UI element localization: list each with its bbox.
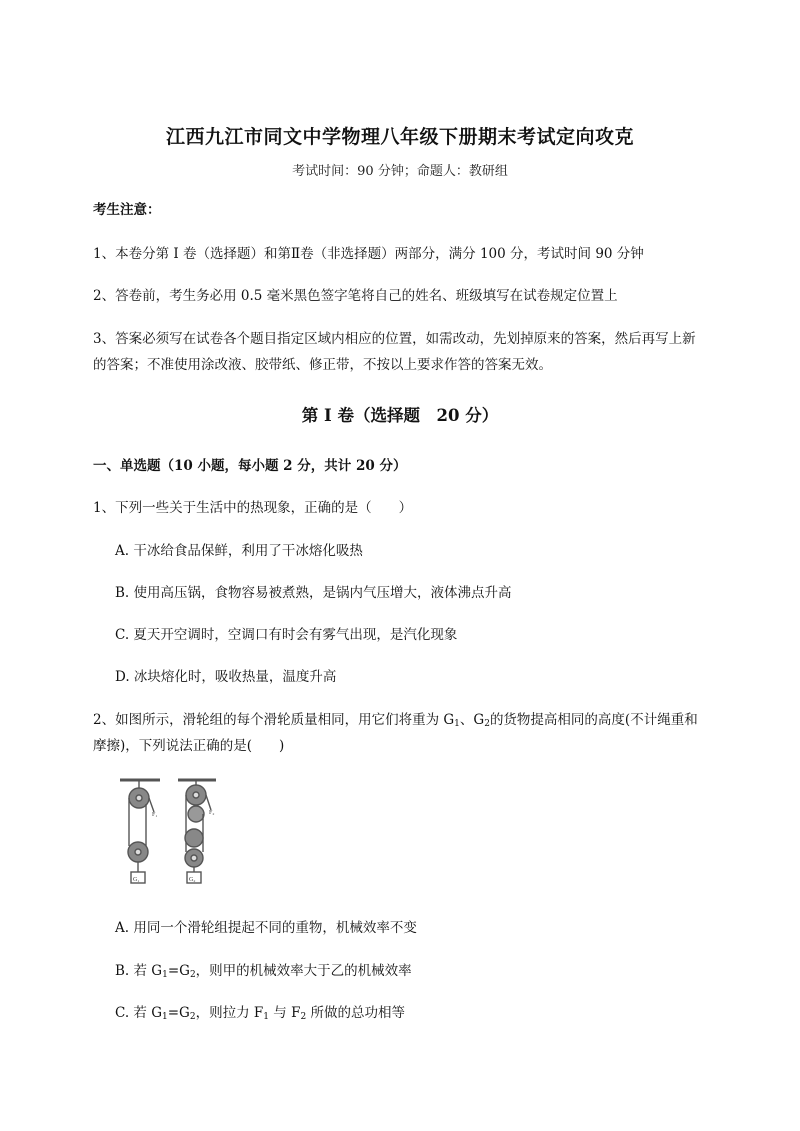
- q2-option-a: A. 用同一个滑轮组提起不同的重物，机械效率不变: [115, 920, 417, 936]
- q1-option-d: D. 冰块熔化时，吸收热量，温度升高: [115, 669, 337, 685]
- q1-option-a: A. 干冰给食品保鲜，利用了干冰熔化吸热: [115, 543, 363, 559]
- exam-info: 考试时间：90 分钟；命题人：教研组: [292, 164, 508, 179]
- question-2-stem-cont: 摩擦)，下列说法正确的是( ): [93, 738, 285, 754]
- q2-option-b: B. 若 $G_1=G_2$，则甲的机械效率大于乙的机械效率: [115, 963, 412, 980]
- q2-option-c: C. 若 $G_1=G_2$，则拉力 $F_1$ 与 $F_2$ 所做的总功相等: [115, 1005, 405, 1022]
- pulley-system-figure: [112, 772, 237, 897]
- label-g2: G₂: [189, 877, 196, 883]
- question-2-stem: 2、如图所示，滑轮组的每个滑轮质量相同，用它们将重为 $G_1$、$G_2$的货物提高相同的高度(不计绳重和: [93, 712, 698, 729]
- label-f2: F₂: [209, 810, 215, 816]
- q1-option-b: B. 使用高压锅，食物容易被煮熟，是锅内气压增大，液体沸点升高: [115, 585, 512, 601]
- notice-item-3: 3、答案必须写在试卷各个题目指定区域内相应的位置，如需改动，先划掉原来的答案，然后再写上新: [93, 331, 696, 347]
- part-heading: 一、单选题（10 小题，每小题 2 分，共计 20 分）: [93, 458, 407, 474]
- label-g1: G₁: [133, 877, 140, 883]
- notice-heading: 考生注意：: [93, 202, 161, 218]
- notice-item-1: 1、本卷分第 I 卷（选择题）和第Ⅱ卷（非选择题）两部分，满分 100 分，考试时间 90 分钟: [93, 246, 644, 262]
- q1-option-c: C. 夏天开空调时，空调口有时会有雾气出现，是汽化现象: [115, 627, 458, 643]
- page-title: 江西九江市同文中学物理八年级下册期末考试定向攻克: [165, 126, 634, 148]
- notice-item-2: 2、答卷前，考生务必用 0.5 毫米黑色签字笔将自己的姓名、班级填写在试卷规定位置上: [93, 288, 618, 304]
- question-1-stem: 1、下列一些关于生活中的热现象，正确的是（ ）: [93, 500, 413, 516]
- section-title: 第 I 卷（选择题 20 分）: [301, 406, 499, 425]
- notice-item-3-cont: 的答案；不准使用涂改液、胶带纸、修正带，不按以上要求作答的答案无效。: [93, 357, 552, 373]
- label-f1: F₁: [152, 812, 158, 818]
